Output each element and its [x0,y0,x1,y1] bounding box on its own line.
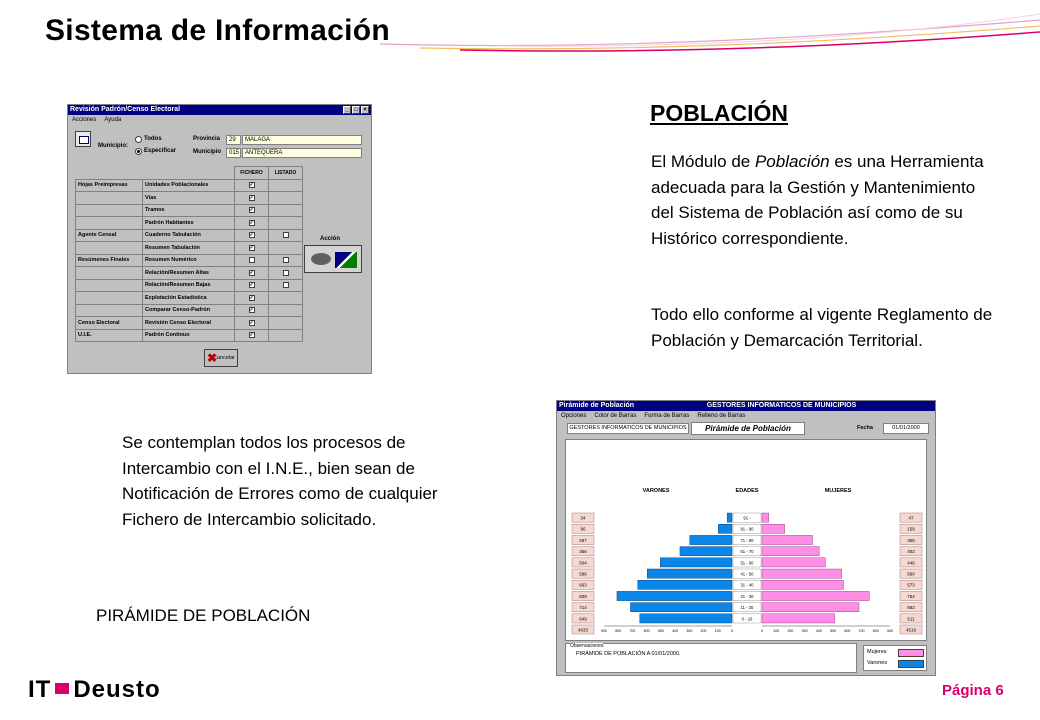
listado-cell [269,304,303,317]
listado-cell [269,254,303,267]
age-label: 11 - 20 [740,605,754,611]
row-item-label: Unidades Poblacionales [143,179,235,192]
varones-bar [718,524,732,533]
legend-varones-label: Varones [867,660,888,666]
logo-square-icon [55,683,69,694]
x-tick-left: 0 [731,629,733,633]
census-window-title: Revisión Padrón/Censo Electoral [70,106,181,113]
total-varones: 4633 [577,627,589,633]
row-item-label: Cuaderno Tabulación [143,229,235,242]
mujeres-value-label: 355 [907,537,915,543]
grid-corner-2 [143,167,235,180]
pyramid-window-titlebar [557,401,935,411]
municipio-code-field[interactable]: 015 [226,148,241,158]
population-pyramid-window [556,400,936,676]
row-group-label [76,204,143,217]
row-item-label: Relación/Resumen Bajas [143,279,235,292]
provincia-label: Provincia [193,136,221,142]
paragraph1-start: El Módulo de [651,152,755,171]
row-item-label: Comparar Censo-Padrón [143,304,235,317]
age-label: 41 - 50 [740,571,754,577]
varones-value-label: 714 [579,605,587,611]
mujeres-bar [762,591,869,600]
fichero-cell [235,217,269,230]
paragraph1-emphasis: Población [754,152,830,171]
varones-bar [630,603,732,612]
grid-corner-1 [76,167,143,180]
fichero-checkbox[interactable] [249,257,255,263]
mujeres-value-label: 573 [907,582,915,588]
row-group-label [76,292,143,305]
fichero-cell [235,179,269,192]
mujeres-bar [762,513,769,522]
minimize-icon[interactable]: _ [343,106,351,114]
table-row [76,304,303,317]
paragraph-module-description [651,149,996,251]
census-window-titlebar [68,105,371,115]
age-label: 0 - 10 [741,616,753,622]
menu-color-barras[interactable]: Color de Barras [594,413,637,419]
legend-varones-swatch[interactable] [898,660,924,668]
row-item-label: Tramos [143,204,235,217]
mujeres-header: MUJERES [824,488,852,494]
itdeusto-logo [28,676,161,704]
row-item-label: Resumen Tabulación [143,242,235,255]
census-app-icon [75,131,91,147]
x-tick-right: 100 [773,629,780,633]
listado-cell [269,229,303,242]
pyramid-window-title-center: GESTORES INFORMATICOS DE MUNICIPIOS [706,402,857,409]
x-tick-left: 800 [615,629,622,633]
listado-cell [269,204,303,217]
close-icon[interactable]: × [361,106,369,114]
table-row [76,329,303,342]
table-row [76,229,303,242]
page-number: Página 6 [942,682,1004,699]
x-tick-right: 400 [815,629,822,633]
mujeres-value-label: 47 [908,515,914,521]
disk-icon [311,253,331,265]
provincia-name-field[interactable]: MALAGA [242,135,362,145]
x-tick-right: 800 [872,629,879,633]
fichero-cell [235,304,269,317]
pyramid-chart [566,440,928,642]
listado-cell [269,267,303,280]
age-label: 61 - 70 [740,549,754,555]
mujeres-value-label: 446 [907,560,915,566]
fichero-checkbox[interactable]: ✓ [249,182,254,189]
listado-cell [269,217,303,230]
fichero-checkbox[interactable]: ✓ [249,219,254,226]
row-item-label: Resumen Numérico [143,254,235,267]
menu-ayuda[interactable]: Ayuda [104,117,122,123]
pyramid-menubar [557,411,935,421]
row-group-label: Censo Electoral [76,317,143,330]
age-label: 21 - 30 [740,593,754,599]
legend-mujeres-swatch[interactable] [898,649,924,657]
row-group-label [76,279,143,292]
fichero-checkbox[interactable]: ✓ [249,332,254,339]
pyramid-header-title: Pirámide de Población [691,422,805,435]
table-row [76,317,303,330]
x-tick-right: 600 [844,629,851,633]
mujeres-bar [762,558,825,567]
fichero-checkbox[interactable]: ✓ [249,294,254,301]
municipio-field-label: Municipio [193,149,221,155]
varones-value-label: 96 [580,526,586,532]
total-mujeres: 4519 [905,627,917,633]
row-item-label: Relación/Resumen Altas [143,267,235,280]
x-tick-right: 500 [830,629,837,633]
varones-bar [660,558,732,567]
mujeres-bar [762,535,812,544]
listado-checkbox[interactable] [283,282,289,288]
fichero-checkbox[interactable]: ✓ [249,307,254,314]
logo-part-deusto: Deusto [73,676,161,703]
age-label: 31 - 40 [740,582,754,588]
edades-header: EDADES [735,488,759,494]
x-tick-left: 900 [601,629,607,633]
mujeres-value-label: 754 [907,593,915,599]
observaciones-label: Observaciones [570,643,604,649]
provincia-code-field[interactable]: 29 [226,135,241,145]
varones-value-label: 596 [579,571,587,577]
fichero-cell [235,279,269,292]
x-tick-right: 0 [761,629,763,633]
paragraph1-end: es una Herramienta adecuada para la Gestión y Mantenimiento del Sistema de Población así como de su Histórico correspondiente. [651,152,984,248]
mujeres-bar [762,569,842,578]
census-menubar [68,115,371,125]
row-item-label: Vías [143,192,235,205]
x-tick-left: 200 [700,629,707,633]
cancel-button[interactable] [204,349,238,367]
menu-acciones[interactable]: Acciones [72,117,97,123]
row-item-label: Padrón Habitantes [143,217,235,230]
varones-bar [617,591,732,600]
table-row [76,192,303,205]
menu-forma-barras[interactable]: Forma de Barras [644,413,690,419]
row-group-label: Hojas Preimpresas [76,179,143,192]
varones-bar [640,614,732,623]
mujeres-value-label: 159 [907,526,915,532]
process-grid [75,166,303,342]
varones-bar [690,535,732,544]
varones-header: VARONES [642,488,670,494]
section-heading: POBLACIÓN [650,100,788,126]
row-group-label: Agente Censal [76,229,143,242]
listado-cell [269,242,303,255]
row-group-label: U.I.E. [76,329,143,342]
row-group-label [76,267,143,280]
mujeres-bar [762,547,819,556]
col-listado-header: LISTADO [269,167,303,180]
listado-cell [269,192,303,205]
varones-bar [638,580,732,589]
fichero-cell [235,292,269,305]
x-tick-left: 500 [657,629,664,633]
radio-especificar[interactable] [135,148,142,155]
x-tick-left: 700 [629,629,636,633]
row-group-label [76,242,143,255]
table-row [76,267,303,280]
varones-bar [647,569,732,578]
x-tick-right: 700 [858,629,865,633]
municipio-label: Municipio: [98,143,128,149]
pyramid-caption: PIRÁMIDE DE POBLACIÓN [96,606,311,625]
x-tick-left: 100 [714,629,721,633]
fichero-checkbox[interactable]: ✓ [249,232,254,239]
listado-cell [269,292,303,305]
accion-button[interactable] [304,245,362,273]
cancel-x-icon: ✖ [207,351,218,365]
paragraph-regulation: Todo ello conforme al vigente Reglamento de Población y Demarcación Territorial. [651,305,993,350]
table-row [76,242,303,255]
fichero-cell [235,317,269,330]
row-group-label [76,217,143,230]
paragraph-ine-exchange: Se contemplan todos los procesos de Intercambio con el I.N.E., bien sean de Notificación de Errores como de cualquier Fichero de Intercambio solicitado. [122,433,438,529]
mujeres-value-label: 560 [907,571,915,577]
legend-mujeres-label: Mujeres [867,649,887,655]
x-tick-left: 600 [643,629,650,633]
org-label: GESTORES INFORMATICOS DE MUNICIPIOS [567,423,689,434]
col-fichero-header: FICHERO [235,167,269,180]
fichero-cell [235,204,269,217]
menu-opciones[interactable]: Opciones [561,413,587,419]
age-label: 91 - [743,515,751,521]
x-tick-left: 400 [672,629,679,633]
age-label: 81 - 90 [740,526,754,532]
accion-label: Acción [320,236,341,242]
x-tick-right: 300 [801,629,808,633]
radio-todos-label: Todos [144,136,162,142]
age-label: 51 - 60 [740,560,754,566]
fichero-cell [235,267,269,280]
fichero-checkbox[interactable]: ✓ [249,207,254,214]
maximize-icon[interactable]: □ [352,106,360,114]
radio-todos[interactable] [135,136,142,143]
fichero-cell [235,254,269,267]
fichero-cell [235,242,269,255]
varones-bar [727,513,732,522]
municipio-name-field[interactable]: ANTEQUERA [242,148,362,158]
logo-part-it: IT [28,676,52,703]
varones-value-label: 649 [579,616,587,622]
row-group-label: Resúmenes Finales [76,254,143,267]
menu-relleno-barras[interactable]: Relleno de Barras [697,413,746,419]
fichero-cell [235,229,269,242]
mujeres-bar [762,603,859,612]
fichero-cell [235,192,269,205]
varones-bar [680,547,732,556]
fichero-checkbox[interactable]: ✓ [249,282,254,289]
varones-value-label: 663 [579,582,587,588]
row-group-label [76,192,143,205]
listado-checkbox[interactable] [283,232,289,238]
fichero-checkbox[interactable]: ✓ [249,244,254,251]
mujeres-bar [762,524,785,533]
x-tick-right: 200 [787,629,794,633]
table-row [76,217,303,230]
row-item-label: Revisión Censo Electoral [143,317,235,330]
radio-especificar-label: Especificar [144,148,177,154]
varones-value-label: 809 [579,593,587,599]
pyramid-chart-panel [565,439,927,641]
listado-checkbox[interactable] [283,257,289,263]
census-review-window [67,104,372,374]
x-tick-right: 900 [887,629,893,633]
pyramid-window-title: Pirámide de Población [559,402,635,409]
mujeres-value-label: 511 [907,616,915,622]
varones-value-label: 34 [580,515,586,521]
varones-value-label: 504 [579,560,587,566]
process-grid-body [76,179,303,342]
fichero-checkbox[interactable]: ✓ [249,269,254,276]
table-row [76,254,303,267]
x-tick-left: 300 [686,629,693,633]
row-item-label: Explotación Estadística [143,292,235,305]
listado-cell [269,279,303,292]
fecha-field[interactable]: 01/01/2000 [883,423,929,434]
fichero-checkbox[interactable]: ✓ [249,194,254,201]
pyramid-legend [863,645,927,671]
slide-title: Sistema de Información [45,14,391,47]
mujeres-bar [762,580,843,589]
fecha-label: Fecha [857,425,873,431]
fichero-checkbox[interactable]: ✓ [249,319,254,326]
mujeres-value-label: 682 [907,605,915,611]
row-item-label: Padrón Continuo [143,329,235,342]
observaciones-box[interactable] [565,643,857,673]
row-group-label [76,304,143,317]
varones-value-label: 297 [579,537,587,543]
listado-cell [269,317,303,330]
mujeres-bar [762,614,835,623]
varones-value-label: 366 [579,549,587,555]
cancel-label: Cancelar [212,355,235,361]
listado-cell [269,179,303,192]
table-row [76,179,303,192]
age-label: 71 - 80 [740,537,754,543]
listado-cell [269,329,303,342]
table-row [76,292,303,305]
arrow-action-icon [335,252,357,268]
observaciones-text: PIRÁMIDE DE POBLACIÓN A 01/01/2000. [576,651,681,657]
mujeres-value-label: 402 [907,549,915,555]
table-row [76,279,303,292]
table-row [76,204,303,217]
fichero-cell [235,329,269,342]
listado-checkbox[interactable] [283,270,289,276]
